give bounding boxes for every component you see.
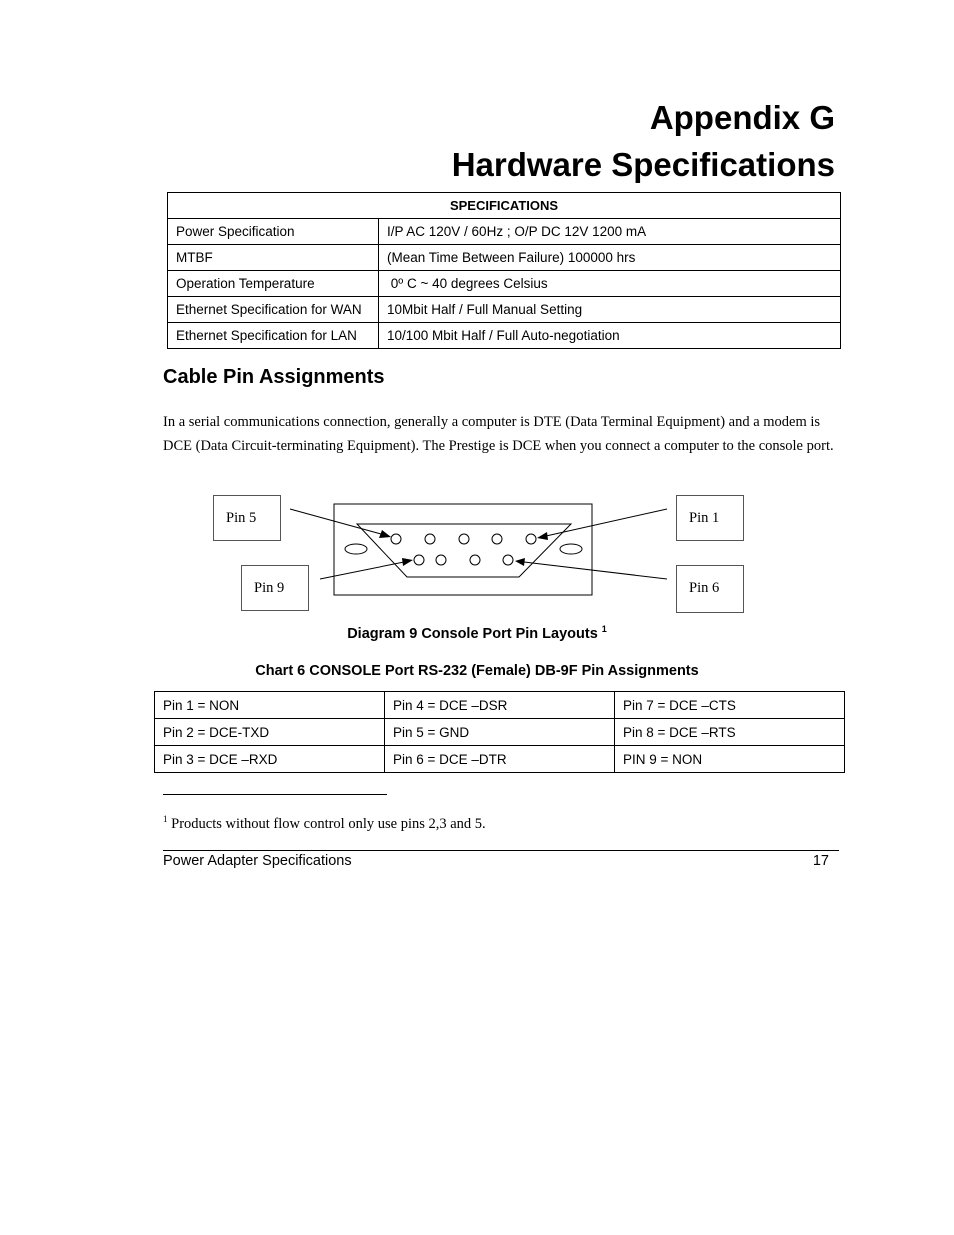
pin1-arrowhead	[537, 532, 548, 540]
pin9-label: Pin 9	[254, 580, 285, 596]
specifications-heading: SPECIFICATIONS	[168, 193, 841, 219]
page-title-appendix: Appendix G	[649, 99, 835, 136]
diagram-caption	[0, 624, 954, 642]
pin-hole	[503, 555, 513, 565]
pin-hole	[436, 555, 446, 565]
diagram-caption-text: Diagram 9 Console Port Pin Layouts	[347, 625, 598, 642]
chart-caption: Chart 6 CONSOLE Port RS-232 (Female) DB-9F Pin Assignments	[255, 663, 699, 679]
pin9-arrow-line	[320, 562, 404, 579]
section-heading-cable-pin-assignments: Cable Pin Assignments	[163, 366, 385, 388]
footer-rule	[163, 850, 839, 851]
pin-hole	[459, 534, 469, 544]
pin-hole	[425, 534, 435, 544]
spec-value: (Mean Time Between Failure) 100000 hrs	[379, 245, 841, 271]
connector-outline	[334, 504, 592, 595]
pin1-arrow-line	[546, 509, 667, 536]
pin9-arrowhead	[402, 558, 413, 566]
pin1-label-box	[676, 495, 744, 541]
footnote	[163, 814, 486, 833]
pin-cell: Pin 2 = DCE-TXD	[155, 719, 385, 746]
table-row	[155, 746, 845, 773]
pin9-label-box	[241, 565, 309, 611]
spec-label: Power Specification	[168, 219, 379, 245]
pin6-arrowhead	[515, 558, 525, 566]
pin-cell: Pin 7 = DCE –CTS	[615, 692, 845, 719]
table-row	[155, 719, 845, 746]
pin-assignments-table	[154, 691, 845, 773]
page-title-hardware-specifications: Hardware Specifications	[451, 146, 835, 183]
spec-label: MTBF	[168, 245, 379, 271]
pin-cell: Pin 6 = DCE –DTR	[385, 746, 615, 773]
mounting-hole-right	[560, 544, 582, 554]
footnote-ref: 1	[601, 624, 607, 634]
pin5-label: Pin 5	[226, 510, 257, 526]
pin5-arrow-line	[290, 509, 381, 534]
pin-hole	[526, 534, 536, 544]
pin-hole	[492, 534, 502, 544]
pin6-label: Pin 6	[689, 580, 720, 596]
pin-cell: Pin 8 = DCE –RTS	[615, 719, 845, 746]
table-row	[155, 692, 845, 719]
pin-cell: PIN 9 = NON	[615, 746, 845, 773]
pin6-arrow-line	[524, 562, 667, 579]
pin1-label: Pin 1	[689, 510, 720, 526]
pin6-label-box	[676, 565, 744, 613]
mounting-hole-left	[345, 544, 367, 554]
pin-hole	[470, 555, 480, 565]
spec-label: Ethernet Specification for LAN	[168, 323, 379, 349]
spec-value: 10/100 Mbit Half / Full Auto-negotiation	[379, 323, 841, 349]
footer-title: Power Adapter Specifications	[163, 853, 352, 869]
pin-cell: Pin 3 = DCE –RXD	[155, 746, 385, 773]
pin5-arrowhead	[379, 530, 391, 538]
pin-hole	[414, 555, 424, 565]
pin-cell: Pin 1 = NON	[155, 692, 385, 719]
spec-value: 0º C ~ 40 degrees Celsius	[379, 271, 841, 297]
pin-cell: Pin 4 = DCE –DSR	[385, 692, 615, 719]
pin-cell: Pin 5 = GND	[385, 719, 615, 746]
section-paragraph: In a serial communications connection, generally a computer is DTE (Data Terminal Equipment) and a modem is DCE (Data Circuit-terminating Equipment). The Prestige is DCE when you connect a computer to the console port.	[163, 414, 834, 454]
page-number: 17	[812, 853, 829, 869]
pin-hole	[391, 534, 401, 544]
db9-shell	[357, 524, 571, 577]
spec-value: 10Mbit Half / Full Manual Setting	[379, 297, 841, 323]
footnote-text: Products without flow control only use pins 2,3 and 5.	[171, 815, 486, 832]
spec-label: Operation Temperature	[168, 271, 379, 297]
footnote-separator	[163, 794, 387, 795]
spec-value: I/P AC 120V / 60Hz ; O/P DC 12V 1200 mA	[379, 219, 841, 245]
footnote-marker: 1	[163, 814, 168, 824]
pin5-label-box	[213, 495, 281, 541]
spec-label: Ethernet Specification for WAN	[168, 297, 379, 323]
